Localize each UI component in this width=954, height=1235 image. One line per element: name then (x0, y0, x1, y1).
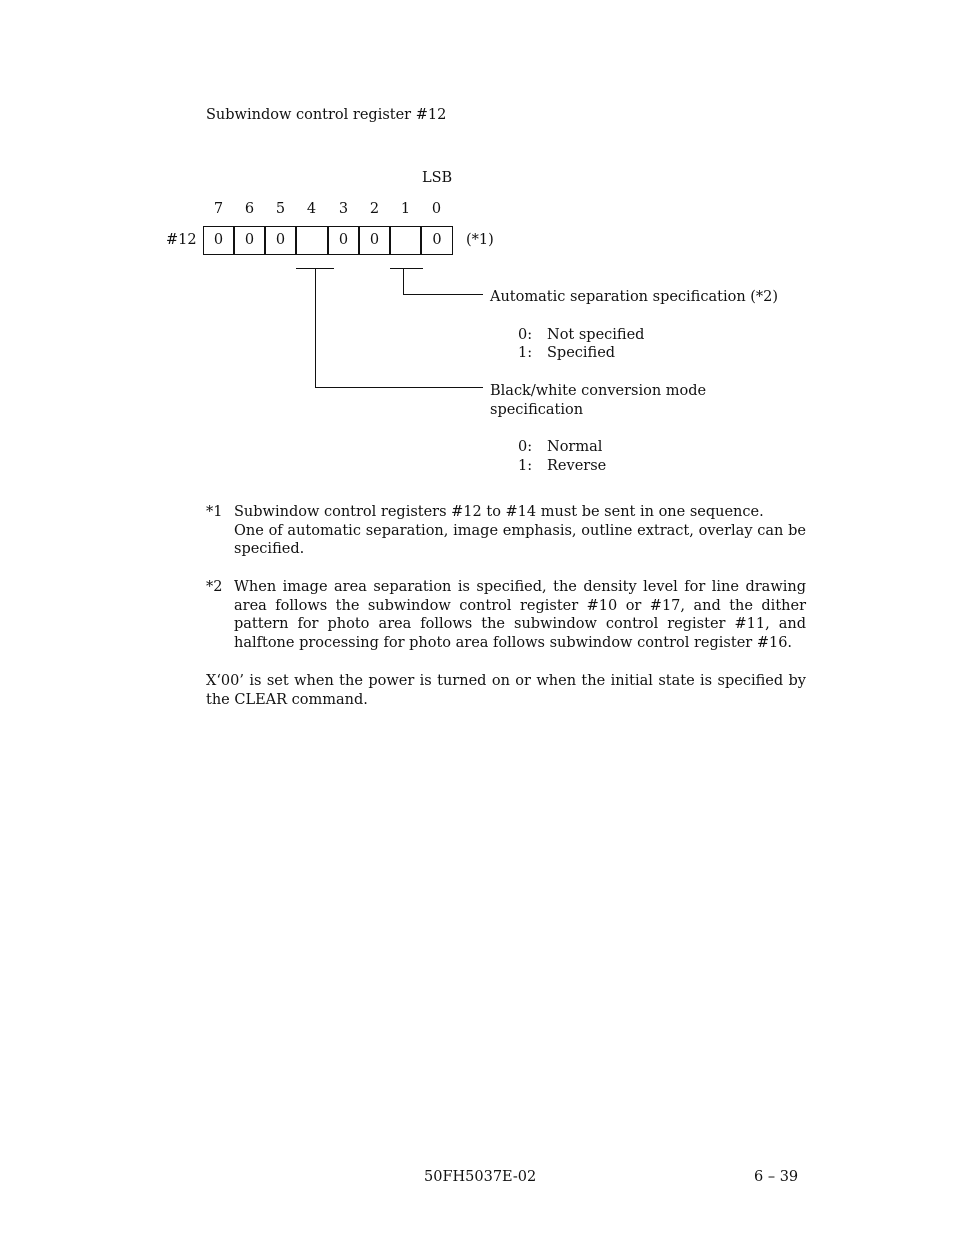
bit1-leader-horizontal (403, 294, 483, 295)
bit-number: 7 (213, 201, 224, 217)
footnote-text: When image area separation is specified, the density level for line drawing area follows the subwindow control register #10 or #17, and the dither pattern for photo area follows the subwindow control register #11, and halftone processing for photo area follows subwindow control register #16. (234, 579, 806, 652)
footnote-1 (206, 503, 806, 559)
page-heading: Subwindow control register #12 (206, 107, 447, 123)
option-text: Specified (547, 345, 616, 361)
bit-number: 3 (338, 201, 349, 217)
bit-number: 1 (400, 201, 411, 217)
bit4-leader-horizontal (315, 387, 483, 388)
footnote-text: Subwindow control registers #12 to #14 must be sent in one sequence. (234, 504, 764, 520)
bit-cell: 0 (359, 226, 390, 255)
footer-doc-number: 50FH5037E-02 (424, 1169, 537, 1185)
field-title-cont: specification (490, 402, 584, 418)
bit-number: 6 (244, 201, 255, 217)
bit-number: 5 (275, 201, 286, 217)
option-code: 1: (518, 345, 533, 361)
bit-cell: 0 (265, 226, 296, 255)
footer-page-number: 6 – 39 (754, 1169, 799, 1185)
bit-number: 2 (369, 201, 380, 217)
bit-number: 4 (306, 201, 317, 217)
option-code: 1: (518, 458, 533, 474)
bit-number: 0 (431, 201, 442, 217)
option-text: Not specified (547, 327, 645, 343)
lsb-label: LSB (422, 170, 453, 186)
option-text: Reverse (547, 458, 607, 474)
footnote-mark: *1 (206, 504, 223, 520)
option-code: 0: (518, 327, 533, 343)
option-text: Normal (547, 439, 603, 455)
bit1-bracket (390, 268, 423, 269)
register-label: #12 (166, 232, 197, 248)
bit-cell (390, 226, 421, 255)
footnote-mark: *2 (206, 579, 223, 595)
bit-cell: 0 (234, 226, 265, 255)
option-code: 0: (518, 439, 533, 455)
field-title: Black/white conversion mode (490, 383, 707, 399)
footnote-2 (206, 578, 806, 653)
bit-cell: 0 (328, 226, 359, 255)
closing-paragraph: X‘00’ is set when the power is turned on or when the initial state is specified by the CLEAR command. (206, 673, 806, 708)
footnote-text: One of automatic separation, image emphasis, outline extract, overlay can be specified. (234, 522, 806, 558)
bit-cell: 0 (203, 226, 234, 255)
field-title: Automatic separation specification (*2) (490, 289, 779, 305)
bit-cell (296, 226, 328, 255)
bit1-leader-vertical (403, 268, 404, 295)
register-note-ref: (*1) (466, 232, 494, 248)
bit4-leader-vertical (315, 268, 316, 388)
bit-cell: 0 (421, 226, 453, 255)
